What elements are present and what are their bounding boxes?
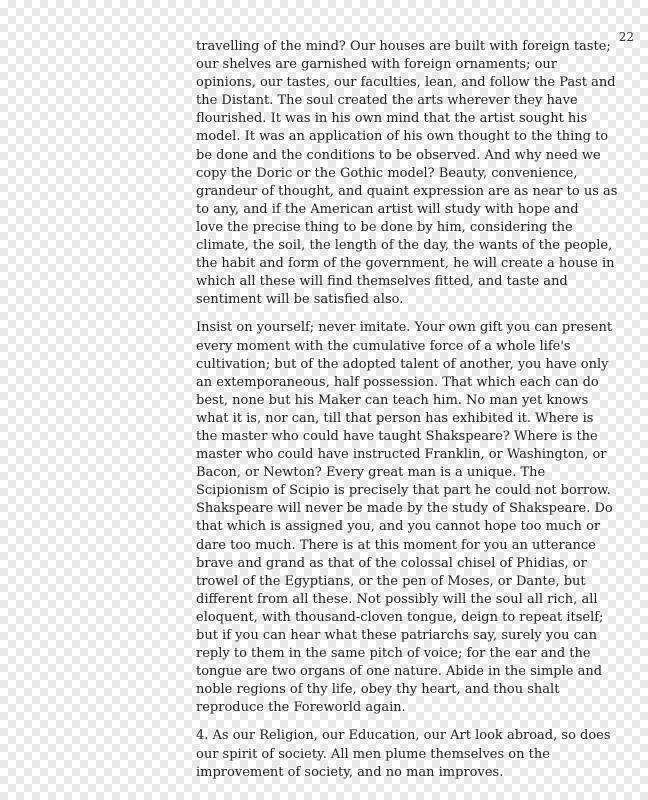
text-line: travelling of the mind? Our houses are built with foreign taste;: [196, 39, 611, 54]
text-line: flourished. It was in his own mind that the artist sought his: [196, 111, 588, 127]
text-line: our spirit of society. All men plume themselves on the: [196, 746, 550, 762]
text-line: model. It was an application of his own thought to the thing to: [196, 129, 609, 145]
text-line: to any, and if the American artist will study with hope and: [196, 201, 579, 217]
text-line: opinions, our tastes, our faculties, lean, and follow the Past and: [196, 75, 616, 91]
text-line: copy the Doric or the Gothic model? Beauty, convenience,: [196, 165, 578, 181]
text-line: Bacon, or Newton? Every great man is a unique. The: [196, 465, 546, 481]
text-line: every moment with the cumulative force of a whole life's: [196, 338, 571, 354]
paragraph-2: [196, 319, 612, 717]
text-line: improvement of society, and no man improves.: [196, 764, 504, 780]
text-line: that which is assigned you, and you cannot hope too much or: [196, 519, 601, 535]
text-line: an extemporaneous, half possession. That which each can do: [196, 374, 599, 390]
text-line: dare too much. There is at this moment for you an utterance: [196, 537, 596, 553]
text-line: Scipionism of Scipio is precisely that part he could not borrow.: [196, 483, 611, 499]
text-line: love the precise thing to be done by him, considering the: [196, 219, 573, 235]
text-line: Shakspeare will never be made by the study of Shakspeare. Do: [196, 501, 613, 517]
text-line: 4. As our Religion, our Education, our Art look abroad, so does: [196, 728, 611, 744]
text-line: grandeur of thought, and quaint expression are as near to us as: [196, 183, 618, 199]
text-line: our shelves are garnished with foreign ornaments; our: [196, 57, 558, 73]
text-line: the Distant. The soul created the arts wherever they have: [196, 93, 578, 109]
text-line: sentiment will be satisfied also.: [196, 292, 404, 308]
paragraph-1: [196, 38, 618, 309]
text-line: climate, the soil, the length of the day, the wants of the people,: [196, 238, 613, 254]
text-line: master who could have instructed Franklin, or Washington, or: [196, 447, 607, 463]
text-body: [196, 38, 618, 792]
text-line: Insist on yourself; never imitate. Your own gift you can present: [196, 320, 613, 336]
paragraph-3: [196, 727, 612, 781]
text-line: different from all these. Not possibly will the soul all rich, all: [196, 591, 598, 607]
text-line: cultivation; but of the adopted talent of another, you have only: [196, 356, 609, 372]
text-line: but if you can hear what these patriarchs say, surely you can: [196, 628, 597, 643]
text-line: reply to them in the same pitch of voice; for the ear and the: [196, 646, 591, 662]
text-line: reproduce the Foreworld again.: [196, 700, 406, 716]
text-line: be done and the conditions to be observed. And why need we: [196, 147, 601, 163]
text-line: the master who could have taught Shakspeare? Where is the: [196, 428, 598, 444]
text-line: best, none but his Maker can teach him. No man yet knows: [196, 392, 589, 408]
text-line: brave and grand as that of the colossal chisel of Phidias, or: [196, 555, 587, 571]
text-line: trowel of the Egyptians, or the pen of Moses, or Dante, but: [196, 573, 586, 589]
text-line: which all these will find themselves fitted, and taste and: [196, 274, 568, 290]
text-line: eloquent, with thousand-cloven tongue, deign to repeat itself;: [196, 609, 604, 625]
text-line: tongue are two organs of one nature. Abide in the simple and: [196, 664, 603, 680]
text-line: what it is, nor can, till that person has exhibited it. Where is: [196, 410, 594, 426]
text-line: the habit and form of the government, he will create a house in: [196, 256, 615, 272]
text-line: noble regions of thy life, obey thy heart, and thou shalt: [196, 682, 560, 698]
page-number: 22: [618, 30, 634, 44]
